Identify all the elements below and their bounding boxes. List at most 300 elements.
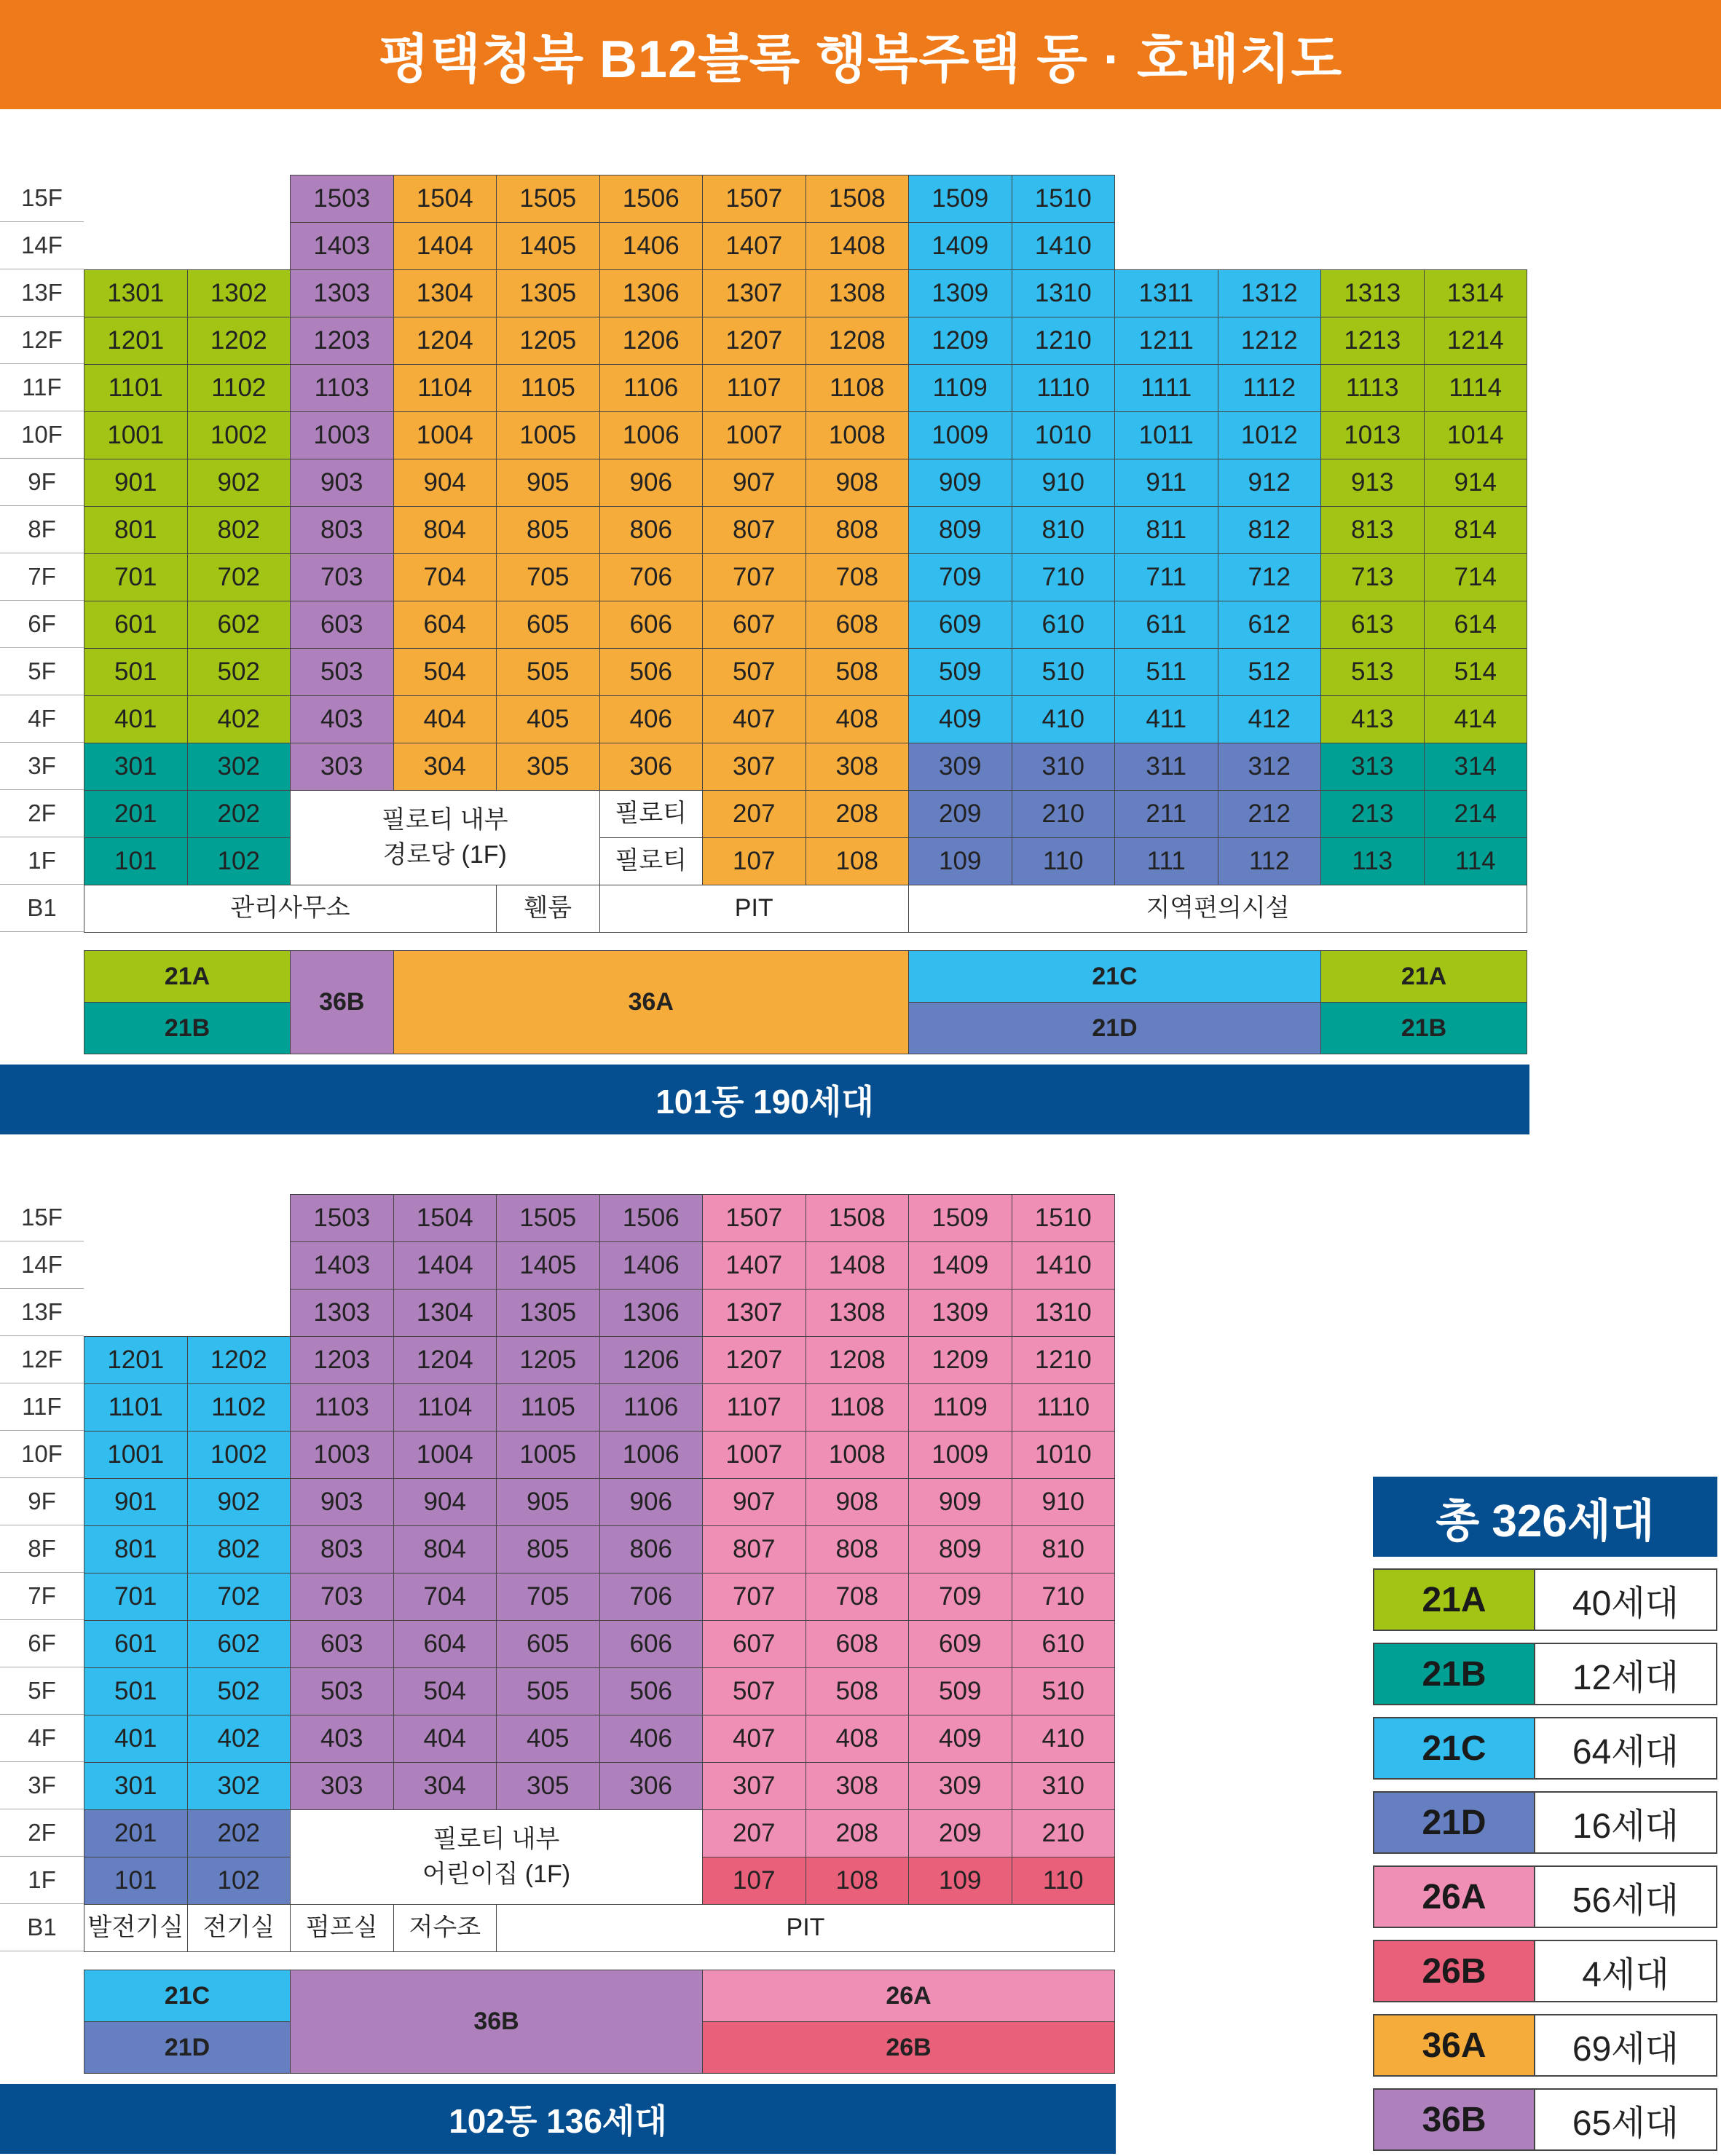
unit-cell: 610 [1012,1620,1116,1668]
unit-cell: 1214 [1424,317,1528,365]
unit-cell: 502 [187,648,291,696]
unit-cell: 814 [1424,506,1528,554]
unit-cell: 709 [908,1573,1012,1621]
unit-cell: 1008 [806,411,910,459]
unit-cell: 510 [1012,1667,1116,1715]
unit-cell: 807 [702,1525,806,1573]
unit-cell: 1009 [908,411,1012,459]
unit-cell: 210 [1012,1809,1116,1857]
floor-label: 13F [0,269,84,317]
floor-label: 5F [0,648,84,695]
unit-cell: 1002 [187,411,291,459]
unit-cell: 910 [1012,459,1116,507]
unit-cell: 1306 [599,1289,704,1337]
unit-cell: 501 [84,648,188,696]
unit-cell: 712 [1218,553,1322,601]
unit-cell: 502 [187,1667,291,1715]
unit-cell: 1403 [290,1241,394,1290]
unit-cell: 905 [496,1478,600,1526]
unit-cell: 713 [1320,553,1425,601]
unit-cell: 1305 [496,269,600,317]
unit-cell: 1109 [908,364,1012,412]
unit-cell: 705 [496,1573,600,1621]
unit-cell: 1510 [1012,175,1116,223]
unit-cell: 1101 [84,1383,188,1432]
unit-cell: 702 [187,553,291,601]
unit-cell: 704 [393,1573,497,1621]
unit-cell: 1410 [1012,1241,1116,1290]
floor-label: B1 [0,1904,84,1951]
unit-cell: 911 [1114,459,1218,507]
unit-cell: 1503 [290,175,394,223]
type-legend-21A: 21A [1320,950,1527,1003]
type-legend-21B: 21B [84,1002,291,1054]
unit-cell: 101 [84,1857,188,1905]
unit-cell: 1206 [599,317,704,365]
type-legend-21A: 21A [84,950,291,1003]
floor-label: 3F [0,743,84,790]
unit-cell: 1203 [290,1336,394,1384]
unit-cell: 201 [84,1809,188,1857]
unit-cell: 404 [393,695,497,743]
unit-cell: 1309 [908,1289,1012,1337]
unit-cell: 401 [84,695,188,743]
unit-cell: 602 [187,601,291,649]
unit-cell: 503 [290,648,394,696]
unit-cell: 1308 [806,1289,910,1337]
unit-cell: 411 [1114,695,1218,743]
unit-cell: 1313 [1320,269,1425,317]
unit-cell: 512 [1218,648,1322,696]
unit-cell: 1009 [908,1431,1012,1479]
unit-cell: 1002 [187,1431,291,1479]
unit-cell: 1108 [806,364,910,412]
floor-label: 4F [0,695,84,743]
unit-cell: 406 [599,695,704,743]
unit-cell: 702 [187,1573,291,1621]
floor-label: 12F [0,1336,84,1383]
unit-cell: 1403 [290,222,394,270]
unit-cell: 1407 [702,222,806,270]
unit-cell: 914 [1424,459,1528,507]
unit-cell: 1107 [702,364,806,412]
unit-cell: 1507 [702,175,806,223]
unit-cell: 1101 [84,364,188,412]
unit-cell: 706 [599,553,704,601]
unit-cell: 102 [187,837,291,885]
unit-cell: 1509 [908,175,1012,223]
unit-cell: 305 [496,1762,600,1810]
unit-cell: 1001 [84,1431,188,1479]
facility-label: 전기실 [187,1904,291,1952]
type-legend-21D: 21D [84,2021,291,2074]
unit-cell: 902 [187,1478,291,1526]
summary-count: 4세대 [1535,1940,1717,2002]
unit-cell: 1405 [496,1241,600,1290]
unit-cell: 314 [1424,743,1528,791]
unit-cell: 808 [806,1525,910,1573]
unit-cell: 1507 [702,1194,806,1242]
unit-cell: 1211 [1114,317,1218,365]
summary-type: 36B [1373,2088,1535,2151]
unit-cell: 607 [702,1620,806,1668]
unit-cell: 1208 [806,1336,910,1384]
unit-cell: 1209 [908,1336,1012,1384]
unit-cell: 1014 [1424,411,1528,459]
unit-cell: 811 [1114,506,1218,554]
unit-cell: 706 [599,1573,704,1621]
unit-cell: 1409 [908,222,1012,270]
floor-label: 11F [0,364,84,411]
facility-label: PIT [496,1904,1115,1952]
unit-cell: 1003 [290,1431,394,1479]
unit-cell: 1202 [187,317,291,365]
unit-cell: 1410 [1012,222,1116,270]
unit-cell: 308 [806,1762,910,1810]
unit-cell: 409 [908,695,1012,743]
summary-row [1373,2014,1717,2077]
unit-cell: 1409 [908,1241,1012,1290]
unit-cell: 107 [702,837,806,885]
floor-label: 6F [0,601,84,648]
summary-type: 21C [1373,1717,1535,1780]
unit-cell: 809 [908,1525,1012,1573]
floor-label: 2F [0,1809,84,1857]
unit-cell: 1005 [496,411,600,459]
unit-cell: 1001 [84,411,188,459]
unit-cell: 1509 [908,1194,1012,1242]
unit-cell: 701 [84,1573,188,1621]
unit-cell: 1210 [1012,1336,1116,1384]
unit-cell: 1205 [496,317,600,365]
unit-cell: 1007 [702,411,806,459]
unit-cell: 101 [84,837,188,885]
unit-cell: 601 [84,1620,188,1668]
unit-cell: 606 [599,1620,704,1668]
type-legend-21C: 21C [84,1970,291,2022]
unit-cell: 605 [496,1620,600,1668]
unit-cell: 613 [1320,601,1425,649]
summary-row [1373,1717,1717,1780]
unit-cell: 1109 [908,1383,1012,1432]
unit-cell: 606 [599,601,704,649]
unit-cell: 1302 [187,269,291,317]
unit-cell: 401 [84,1715,188,1763]
unit-cell: 208 [806,790,910,838]
unit-cell: 1006 [599,411,704,459]
unit-cell: 212 [1218,790,1322,838]
unit-cell: 302 [187,743,291,791]
unit-cell: 414 [1424,695,1528,743]
unit-cell: 808 [806,506,910,554]
unit-cell: 110 [1012,837,1116,885]
unit-cell: 403 [290,695,394,743]
unit-cell: 1309 [908,269,1012,317]
unit-cell: 211 [1114,790,1218,838]
unit-cell: 703 [290,553,394,601]
unit-cell: 1504 [393,175,497,223]
unit-cell: 506 [599,648,704,696]
unit-cell: 1204 [393,317,497,365]
unit-cell: 114 [1424,837,1528,885]
summary-count: 64세대 [1535,1717,1717,1780]
summary-count: 69세대 [1535,2014,1717,2077]
unit-cell: 109 [908,837,1012,885]
unit-cell: 1506 [599,175,704,223]
unit-cell: 1304 [393,1289,497,1337]
unit-cell: 912 [1218,459,1322,507]
unit-cell: 1113 [1320,364,1425,412]
unit-cell: 1208 [806,317,910,365]
unit-cell: 802 [187,1525,291,1573]
summary-row [1373,1865,1717,1928]
unit-cell: 1306 [599,269,704,317]
facility-label: 발전기실 [84,1904,188,1952]
unit-cell: 508 [806,648,910,696]
unit-cell: 810 [1012,1525,1116,1573]
unit-cell: 109 [908,1857,1012,1905]
unit-cell: 413 [1320,695,1425,743]
unit-cell: 901 [84,459,188,507]
floor-label: 7F [0,553,84,601]
floor-label: 8F [0,1525,84,1573]
unit-cell: 1104 [393,1383,497,1432]
unit-cell: 511 [1114,648,1218,696]
floor-label: 9F [0,459,84,506]
unit-cell: 803 [290,1525,394,1573]
summary-count: 16세대 [1535,1791,1717,1854]
unit-cell: 1304 [393,269,497,317]
summary-count: 65세대 [1535,2088,1717,2151]
unit-cell: 604 [393,1620,497,1668]
unit-cell: 603 [290,1620,394,1668]
unit-cell: 802 [187,506,291,554]
floor-label: B1 [0,885,84,932]
unit-cell: 909 [908,459,1012,507]
unit-cell: 410 [1012,1715,1116,1763]
unit-cell: 1213 [1320,317,1425,365]
summary-row [1373,2088,1717,2151]
unit-cell: 306 [599,743,704,791]
unit-cell: 804 [393,1525,497,1573]
unit-cell: 1505 [496,1194,600,1242]
floor-label: 14F [0,222,84,269]
unit-cell: 1303 [290,1289,394,1337]
unit-cell: 1110 [1012,1383,1116,1432]
floor-label: 5F [0,1667,84,1715]
unit-cell: 513 [1320,648,1425,696]
facility-label: 필로티 내부 어린이집 (1F) [290,1809,703,1905]
unit-cell: 804 [393,506,497,554]
unit-cell: 1102 [187,364,291,412]
unit-cell: 407 [702,695,806,743]
unit-cell: 1408 [806,1241,910,1290]
unit-cell: 207 [702,790,806,838]
unit-cell: 902 [187,459,291,507]
unit-cell: 1010 [1012,411,1116,459]
unit-cell: 810 [1012,506,1116,554]
unit-cell: 113 [1320,837,1425,885]
unit-cell: 1504 [393,1194,497,1242]
unit-cell: 301 [84,743,188,791]
unit-cell: 202 [187,790,291,838]
unit-cell: 207 [702,1809,806,1857]
unit-cell: 608 [806,601,910,649]
unit-cell: 806 [599,506,704,554]
unit-cell: 1311 [1114,269,1218,317]
unit-cell: 601 [84,601,188,649]
unit-cell: 504 [393,1667,497,1715]
unit-cell: 210 [1012,790,1116,838]
unit-cell: 406 [599,1715,704,1763]
summary-row [1373,1940,1717,2002]
floor-label: 2F [0,790,84,837]
unit-cell: 1406 [599,222,704,270]
unit-cell: 407 [702,1715,806,1763]
unit-cell: 805 [496,1525,600,1573]
unit-cell: 501 [84,1667,188,1715]
unit-cell: 310 [1012,743,1116,791]
unit-cell: 1506 [599,1194,704,1242]
unit-cell: 311 [1114,743,1218,791]
floor-label: 15F [0,1194,84,1241]
unit-cell: 1505 [496,175,600,223]
summary-count: 56세대 [1535,1865,1717,1928]
unit-cell: 202 [187,1809,291,1857]
facility-label: 필로티 [599,837,704,885]
summary-count: 40세대 [1535,1568,1717,1631]
unit-cell: 711 [1114,553,1218,601]
unit-cell: 803 [290,506,394,554]
unit-cell: 213 [1320,790,1425,838]
unit-cell: 710 [1012,553,1116,601]
unit-cell: 408 [806,1715,910,1763]
unit-cell: 1006 [599,1431,704,1479]
unit-cell: 408 [806,695,910,743]
unit-cell: 904 [393,459,497,507]
unit-cell: 1004 [393,1431,497,1479]
summary-type: 21D [1373,1791,1535,1854]
unit-cell: 1206 [599,1336,704,1384]
unit-cell: 508 [806,1667,910,1715]
unit-cell: 1312 [1218,269,1322,317]
floor-label: 12F [0,317,84,364]
unit-cell: 505 [496,1667,600,1715]
unit-cell: 1105 [496,364,600,412]
unit-cell: 1210 [1012,317,1116,365]
unit-cell: 310 [1012,1762,1116,1810]
unit-cell: 307 [702,743,806,791]
unit-cell: 807 [702,506,806,554]
unit-cell: 612 [1218,601,1322,649]
unit-cell: 704 [393,553,497,601]
unit-cell: 403 [290,1715,394,1763]
unit-cell: 301 [84,1762,188,1810]
unit-cell: 506 [599,1667,704,1715]
summary-table [1373,1477,1721,2151]
unit-cell: 1508 [806,1194,910,1242]
summary-type: 21B [1373,1643,1535,1705]
summary-type: 21A [1373,1568,1535,1631]
unit-cell: 409 [908,1715,1012,1763]
unit-cell: 714 [1424,553,1528,601]
unit-cell: 1012 [1218,411,1322,459]
unit-cell: 903 [290,459,394,507]
unit-cell: 1008 [806,1431,910,1479]
facility-label: 지역편의시설 [908,885,1527,933]
floor-label: 6F [0,1620,84,1667]
unit-cell: 908 [806,459,910,507]
unit-cell: 1110 [1012,364,1116,412]
floor-label: 7F [0,1573,84,1620]
unit-cell: 1404 [393,222,497,270]
unit-cell: 609 [908,601,1012,649]
unit-cell: 1307 [702,1289,806,1337]
unit-cell: 1510 [1012,1194,1116,1242]
unit-cell: 108 [806,837,910,885]
unit-cell: 302 [187,1762,291,1810]
unit-cell: 1408 [806,222,910,270]
unit-cell: 111 [1114,837,1218,885]
unit-cell: 708 [806,1573,910,1621]
type-legend-21B: 21B [1320,1002,1527,1054]
unit-cell: 904 [393,1478,497,1526]
unit-cell: 707 [702,1573,806,1621]
unit-cell: 707 [702,553,806,601]
unit-cell: 1111 [1114,364,1218,412]
unit-cell: 603 [290,601,394,649]
unit-cell: 412 [1218,695,1322,743]
unit-cell: 309 [908,743,1012,791]
type-legend-21D: 21D [908,1002,1321,1054]
unit-cell: 1404 [393,1241,497,1290]
floor-label: 13F [0,1289,84,1336]
unit-cell: 1307 [702,269,806,317]
unit-cell: 1209 [908,317,1012,365]
unit-cell: 514 [1424,648,1528,696]
unit-cell: 510 [1012,648,1116,696]
floor-label: 8F [0,506,84,553]
unit-cell: 905 [496,459,600,507]
unit-cell: 505 [496,648,600,696]
summary-type: 26A [1373,1865,1535,1928]
unit-cell: 410 [1012,695,1116,743]
unit-cell: 907 [702,459,806,507]
unit-cell: 108 [806,1857,910,1905]
unit-cell: 1005 [496,1431,600,1479]
unit-cell: 1310 [1012,1289,1116,1337]
unit-cell: 303 [290,743,394,791]
unit-cell: 1201 [84,1336,188,1384]
unit-cell: 1004 [393,411,497,459]
floor-label: 14F [0,1241,84,1289]
facility-label: 펌프실 [290,1904,394,1952]
unit-cell: 209 [908,1809,1012,1857]
facility-label: 저수조 [393,1904,497,1952]
floor-label: 9F [0,1478,84,1525]
unit-cell: 1003 [290,411,394,459]
unit-cell: 503 [290,1667,394,1715]
floor-label: 1F [0,837,84,885]
summary-title: 총 326세대 [1373,1477,1717,1557]
unit-cell: 307 [702,1762,806,1810]
summary-type: 26B [1373,1940,1535,2002]
building-101-label: 101동 190세대 [0,1065,1529,1134]
unit-cell: 405 [496,1715,600,1763]
unit-cell: 813 [1320,506,1425,554]
unit-cell: 309 [908,1762,1012,1810]
unit-cell: 1103 [290,1383,394,1432]
